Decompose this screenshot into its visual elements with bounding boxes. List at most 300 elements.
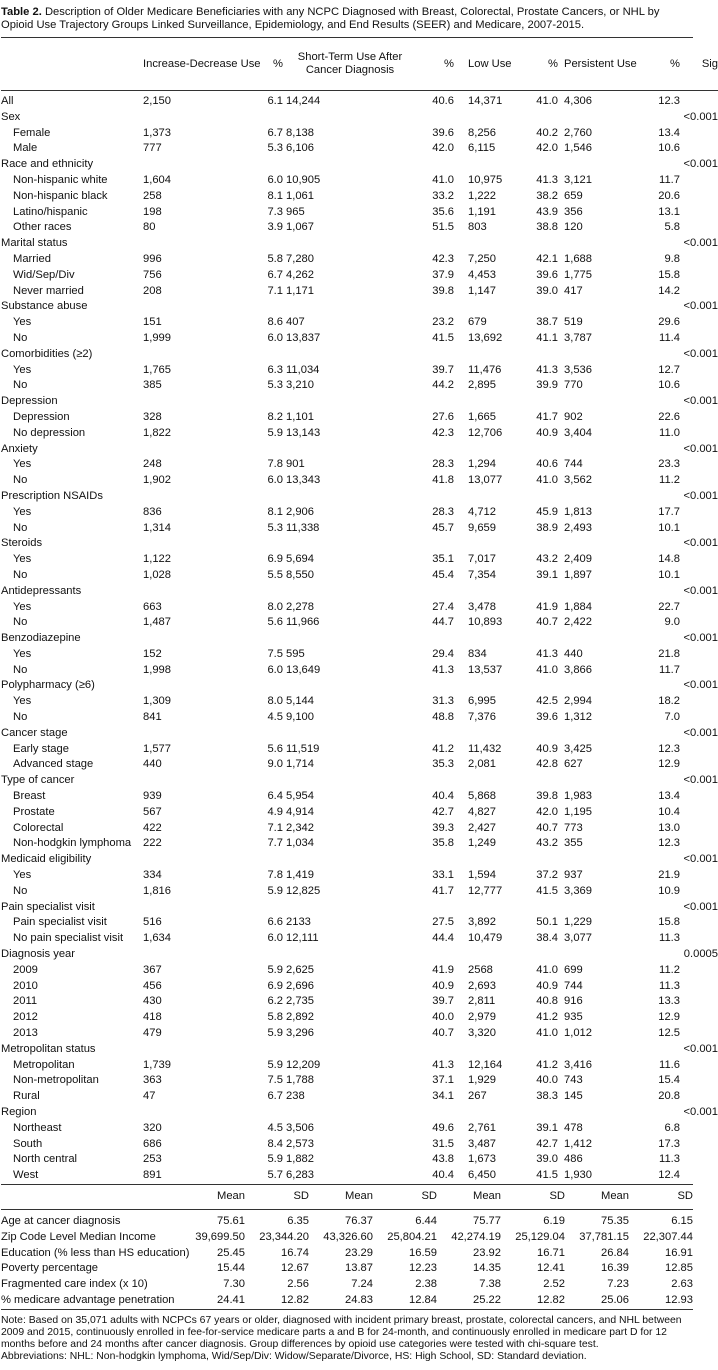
table-cell: 4,827	[468, 805, 496, 818]
row-label: Yes	[13, 553, 32, 566]
table-cell: 11,519	[286, 742, 320, 755]
table-row	[1, 157, 718, 173]
table-cell	[143, 852, 259, 868]
table-row	[1, 947, 718, 963]
table-cell	[558, 678, 654, 694]
table-cell: 891	[143, 1169, 162, 1182]
table-cell: 1,884	[564, 600, 592, 613]
table-cell	[259, 1042, 283, 1058]
table-row	[1, 110, 718, 126]
table-cell: 120	[564, 221, 583, 234]
table-cell	[682, 994, 718, 1010]
table-cell	[682, 979, 718, 995]
table-cell: 145	[564, 1090, 583, 1103]
table-cell	[532, 726, 558, 742]
table-row	[1, 1089, 718, 1105]
table-cell: 4,914	[286, 805, 314, 818]
table-cell	[654, 773, 682, 789]
table-cell: 334	[143, 869, 162, 882]
row-group-label: Anxiety	[1, 442, 38, 455]
table-cell: 1,983	[564, 790, 592, 803]
table-cell: 14.8	[658, 553, 680, 566]
table-cell: 1,882	[286, 1153, 314, 1166]
table-row	[1, 473, 718, 489]
table-cell: 1,419	[286, 869, 314, 882]
table-cell: <0.001	[683, 489, 718, 502]
table-cell: 14,244	[286, 95, 321, 107]
table-cell: 6,450	[468, 1169, 496, 1182]
table-cell	[414, 536, 454, 552]
main-table-body	[1, 91, 718, 1184]
table-cell: 3,404	[564, 426, 592, 439]
table-cell: 33.1	[432, 869, 454, 882]
row-group-label: Region	[1, 1106, 37, 1118]
table-cell: 44.2	[432, 379, 454, 392]
table-cell: 39.1	[536, 1121, 558, 1134]
table-cell	[143, 584, 259, 600]
table-cell: 40.6	[432, 95, 454, 107]
table-row	[1, 678, 718, 694]
table-cell: 10,975	[468, 173, 503, 186]
table-cell: 1,249	[468, 837, 496, 850]
table-row	[1, 1010, 718, 1026]
table-cell: 41.0	[536, 474, 558, 487]
table-cell: 756	[143, 268, 162, 281]
means-cell: 7.30	[223, 1278, 245, 1291]
table-cell	[654, 236, 682, 252]
table-cell: 14,371	[468, 95, 503, 107]
table-cell	[259, 489, 283, 505]
table-cell: 2,760	[564, 126, 592, 139]
table-cell: 13.1	[658, 205, 680, 218]
table-cell: 5.7	[267, 1169, 283, 1182]
table-cell: 1,813	[564, 505, 592, 518]
table-cell: 5,868	[468, 790, 496, 803]
table-cell: 43.8	[432, 1153, 454, 1166]
table-cell: 699	[564, 963, 583, 976]
table-cell: 41.0	[536, 1027, 558, 1040]
table-cell: <0.001	[683, 110, 718, 123]
table-cell	[682, 473, 718, 489]
table-cell: 37.1	[432, 1074, 454, 1087]
table-cell: 2,427	[468, 821, 496, 834]
means-header-cell: SD	[293, 1190, 309, 1203]
table-cell: 841	[143, 711, 162, 724]
table-cell: 12.3	[658, 742, 680, 755]
table-cell: 1,665	[468, 410, 496, 423]
table-cell: 40.7	[432, 1027, 454, 1040]
table-cell	[259, 726, 283, 742]
table-row	[1, 963, 718, 979]
table-row	[1, 1121, 718, 1137]
table-cell	[143, 157, 259, 173]
table-cell	[682, 568, 718, 584]
table-cell: 29.6	[658, 316, 680, 329]
table-cell	[143, 347, 259, 363]
table-cell	[654, 1105, 682, 1121]
table-cell: 6.0	[267, 331, 283, 344]
table-cell: 12,706	[468, 426, 503, 439]
footnote: Note: Based on 35,071 adults with NCPCs 67 years or older, diagnosed with incident primary breast, prostate, colorectal cancers, and NHL between 2009 and 2015, continuously enrolled in fee-for-service medicare parts a and B for 24-month, and continuously enrolled in medicare part D for 12 months before and 24 months after cancer diagnosis. Group differences by opioid use categories were tested with chi-square test.	[1, 1314, 682, 1351]
table-cell: 2,081	[468, 758, 496, 771]
table-cell: 28.3	[432, 505, 454, 518]
table-cell	[143, 1105, 259, 1121]
table-cell: 13,649	[286, 663, 321, 676]
table-cell	[143, 631, 259, 647]
row-label: North central	[13, 1153, 78, 1166]
table-cell: 996	[143, 252, 162, 265]
table-cell: 11.3	[659, 1153, 680, 1166]
table-row	[1, 173, 718, 189]
means-cell: 25.22	[473, 1293, 501, 1306]
table-cell	[283, 584, 414, 600]
header-low-use: Low Use	[468, 57, 512, 70]
table-cell: 151	[143, 316, 162, 329]
table-cell	[143, 900, 259, 916]
table-cell: 39.8	[536, 790, 558, 803]
row-label: 2011	[13, 995, 38, 1008]
table-cell: 6.0	[267, 474, 283, 487]
table-cell: 12.4	[658, 1169, 680, 1182]
table-cell	[558, 1105, 654, 1121]
table-cell: 41.0	[536, 663, 558, 676]
table-cell	[558, 773, 654, 789]
table-cell: 208	[143, 284, 162, 297]
table-cell	[414, 394, 454, 410]
table-cell: 13,692	[468, 331, 503, 344]
table-cell: 28.3	[432, 458, 454, 471]
table-cell: 1,714	[286, 758, 314, 771]
table-cell: 8.1	[267, 505, 283, 518]
row-group-label: Antidepressants	[1, 584, 82, 597]
table-cell: 10.6	[658, 379, 680, 392]
table-cell: 42.8	[536, 758, 558, 771]
table-cell	[414, 347, 454, 363]
means-cell: 37,781.15	[579, 1230, 629, 1243]
table-cell: 770	[564, 379, 583, 392]
table-cell: 10,905	[286, 173, 321, 186]
row-group-label: Type of cancer	[1, 774, 75, 787]
table-cell	[682, 315, 718, 331]
table-cell: 152	[143, 647, 162, 660]
means-cell: 25.45	[217, 1246, 245, 1259]
table-cell	[532, 584, 558, 600]
table-cell	[532, 852, 558, 868]
row-label: Latino/hispanic	[13, 205, 88, 218]
table-cell	[454, 236, 532, 252]
means-cell: 2.63	[671, 1278, 693, 1291]
table-row	[1, 931, 718, 947]
table-cell	[283, 157, 414, 173]
means-cell: 2.52	[543, 1278, 565, 1291]
table-cell: 40.4	[432, 790, 454, 803]
table-cell: 51.5	[432, 221, 454, 234]
means-cell: 25,129.04	[515, 1230, 565, 1243]
table-cell	[682, 505, 718, 521]
table-cell: 41.3	[536, 647, 558, 660]
table-cell	[143, 678, 259, 694]
table-cell	[654, 442, 682, 458]
row-label: 2012	[13, 1011, 38, 1024]
table-cell: 41.5	[432, 331, 454, 344]
table-cell	[143, 236, 259, 252]
table-cell: 1,312	[564, 711, 592, 724]
table-cell: 39.0	[536, 1153, 558, 1166]
table-cell	[283, 236, 414, 252]
table-cell: 1,147	[468, 284, 496, 297]
table-row	[1, 236, 718, 252]
table-cell	[414, 773, 454, 789]
table-cell: 1,788	[286, 1074, 314, 1087]
table-cell: 3,320	[468, 1027, 496, 1040]
table-cell: 22.7	[658, 600, 680, 613]
table-cell: 4.5	[267, 711, 283, 724]
table-cell: 777	[143, 142, 162, 155]
table-cell: 1,028	[143, 568, 171, 581]
table-cell: 8.6	[267, 316, 283, 329]
header-short-term: Short-Term Use After Cancer Diagnosis	[297, 51, 403, 76]
table-row	[1, 584, 718, 600]
means-header-cell: Mean	[217, 1190, 245, 1203]
table-cell: 8.2	[267, 410, 283, 423]
table-cell: 6.7	[267, 268, 283, 281]
row-group-label: Substance abuse	[1, 300, 88, 313]
table-cell: 80	[143, 221, 156, 234]
table-cell: 10.1	[658, 521, 680, 534]
table-cell: 6.3	[267, 363, 283, 376]
table-cell	[558, 584, 654, 600]
table-cell: 1,897	[564, 568, 592, 581]
means-row	[1, 1261, 693, 1277]
row-label: No	[13, 884, 28, 897]
table-cell	[532, 631, 558, 647]
means-cell: 6.15	[671, 1214, 693, 1227]
means-cell: 23.92	[473, 1246, 501, 1259]
table-row	[1, 726, 718, 742]
table-row	[1, 205, 718, 221]
table-cell: 595	[286, 647, 305, 660]
table-cell: 41.7	[432, 884, 454, 897]
table-cell: 1,294	[468, 458, 496, 471]
table-cell	[682, 126, 718, 142]
table-cell: 17.3	[658, 1137, 680, 1150]
table-cell: 11,966	[286, 616, 320, 629]
table-cell: 8.4	[267, 1137, 283, 1150]
table-cell: 478	[564, 1121, 583, 1134]
table-row	[1, 805, 718, 821]
table-cell	[682, 757, 718, 773]
table-cell: 2,892	[286, 1011, 314, 1024]
table-cell: <0.001	[683, 1106, 718, 1118]
table-row	[1, 631, 718, 647]
table-cell	[558, 157, 654, 173]
table-cell: 1,546	[564, 142, 592, 155]
table-cell: 27.6	[432, 410, 454, 423]
table-cell: 43.2	[536, 553, 558, 566]
row-label: Depression	[13, 410, 70, 423]
table-cell: 41.0	[536, 963, 558, 976]
means-cell: 12.85	[665, 1262, 693, 1275]
table-cell	[143, 726, 259, 742]
table-cell	[654, 947, 682, 963]
table-cell	[682, 1010, 718, 1026]
table-cell: 3,506	[286, 1121, 314, 1134]
table-cell: 7,017	[468, 553, 496, 566]
row-label: No	[13, 521, 28, 534]
table-cell: 2,409	[564, 553, 592, 566]
table-cell: 1,594	[468, 869, 496, 882]
table-cell: 42.7	[432, 805, 454, 818]
means-row	[1, 1293, 693, 1309]
means-cell: 75.77	[473, 1214, 501, 1227]
means-table-body	[1, 1209, 693, 1308]
means-cell: 2.56	[287, 1278, 309, 1291]
table-cell: 1,822	[143, 426, 171, 439]
table-cell: 40.6	[536, 458, 558, 471]
table-cell: 5.6	[267, 742, 283, 755]
table-cell: 2,422	[564, 616, 592, 629]
table-cell	[682, 1137, 718, 1153]
table-cell	[532, 678, 558, 694]
means-row	[1, 1246, 693, 1262]
table-cell: <0.001	[683, 632, 718, 645]
table-cell: 4,712	[468, 505, 496, 518]
table-cell	[454, 900, 532, 916]
table-cell	[682, 173, 718, 189]
table-cell	[414, 110, 454, 126]
table-cell	[259, 900, 283, 916]
table-cell: 41.3	[536, 363, 558, 376]
table-cell	[143, 299, 259, 315]
table-cell	[259, 584, 283, 600]
bottom-rule	[1, 1309, 693, 1310]
table-cell	[682, 821, 718, 837]
table-cell: 14.2	[658, 284, 680, 297]
table-cell: 355	[564, 837, 583, 850]
table-cell	[283, 442, 414, 458]
table-cell: 21.9	[658, 869, 680, 882]
table-cell: 13.0	[658, 821, 680, 834]
table-cell	[454, 947, 532, 963]
table-row	[1, 1137, 718, 1153]
table-cell: 13.4	[658, 126, 680, 139]
table-cell	[414, 1042, 454, 1058]
means-cell: 7.23	[607, 1278, 629, 1291]
table-cell: 2,150	[143, 95, 171, 107]
table-cell: 7.0	[664, 711, 680, 724]
means-cell: 24.41	[217, 1293, 245, 1306]
table-cell: 23.3	[658, 458, 680, 471]
table-cell	[558, 489, 654, 505]
table-cell	[532, 773, 558, 789]
row-label: No	[13, 616, 28, 629]
table-cell: 1,673	[468, 1153, 496, 1166]
table-cell: 47	[143, 1090, 156, 1103]
table-row	[1, 868, 718, 884]
table-cell: 1,314	[143, 521, 171, 534]
table-cell: 440	[564, 647, 583, 660]
table-cell	[682, 868, 718, 884]
table-cell: 10,893	[468, 616, 503, 629]
table-cell: 5.3	[267, 379, 283, 392]
table-cell: 6.0	[267, 663, 283, 676]
table-cell: <0.001	[683, 584, 718, 597]
table-cell	[283, 852, 414, 868]
table-cell: 456	[143, 979, 162, 992]
table-cell: 41.9	[536, 600, 558, 613]
table-cell: 2,573	[286, 1137, 314, 1150]
table-row	[1, 331, 718, 347]
table-cell: 41.8	[432, 474, 454, 487]
table-row	[1, 773, 718, 789]
table-row	[1, 1105, 718, 1121]
table-cell	[143, 773, 259, 789]
table-row	[1, 663, 718, 679]
row-label: Breast	[13, 790, 46, 803]
table-cell	[143, 536, 259, 552]
table-cell	[654, 299, 682, 315]
table-cell: <0.001	[683, 679, 718, 692]
table-row	[1, 505, 718, 521]
table-row	[1, 126, 718, 142]
table-cell: 12,777	[468, 884, 503, 897]
table-cell: 42.0	[432, 142, 454, 155]
table-cell	[259, 852, 283, 868]
table-cell: 627	[564, 758, 583, 771]
table-cell: 43.2	[536, 837, 558, 850]
table-cell	[558, 110, 654, 126]
table-cell: 3,210	[286, 379, 314, 392]
table-label: Table 2.	[1, 6, 42, 18]
table-cell: 38.4	[536, 932, 558, 945]
table-cell: 40.0	[432, 1011, 454, 1024]
table-cell	[283, 489, 414, 505]
table-cell: 40.7	[536, 616, 558, 629]
means-header-cell: SD	[421, 1190, 437, 1203]
table-row	[1, 457, 718, 473]
table-row	[1, 1168, 718, 1184]
table-cell	[283, 347, 414, 363]
table-cell	[454, 1042, 532, 1058]
table-cell: 12.5	[658, 1027, 680, 1040]
table-cell: 253	[143, 1153, 162, 1166]
table-cell	[259, 1105, 283, 1121]
table-row	[1, 852, 718, 868]
table-cell	[259, 394, 283, 410]
table-cell	[654, 900, 682, 916]
table-cell: 40.9	[536, 742, 558, 755]
row-group-label: Pain specialist visit	[1, 900, 95, 913]
means-header-cell: Mean	[473, 1190, 501, 1203]
row-label: Northeast	[13, 1121, 62, 1134]
row-group-label: All	[1, 95, 14, 107]
table-cell: <0.001	[683, 237, 718, 250]
table-cell: 2,693	[468, 979, 496, 992]
table-cell: 440	[143, 758, 162, 771]
table-cell	[682, 426, 718, 442]
table-cell: 12.3	[658, 95, 680, 107]
table-cell: 6.7	[267, 126, 283, 139]
table-cell	[143, 489, 259, 505]
table-cell: 12,825	[286, 884, 321, 897]
table-cell	[454, 110, 532, 126]
table-cell	[654, 347, 682, 363]
means-cell: 14.35	[473, 1262, 501, 1275]
table-cell	[414, 584, 454, 600]
table-cell	[414, 489, 454, 505]
table-row	[1, 915, 718, 931]
table-cell	[414, 442, 454, 458]
